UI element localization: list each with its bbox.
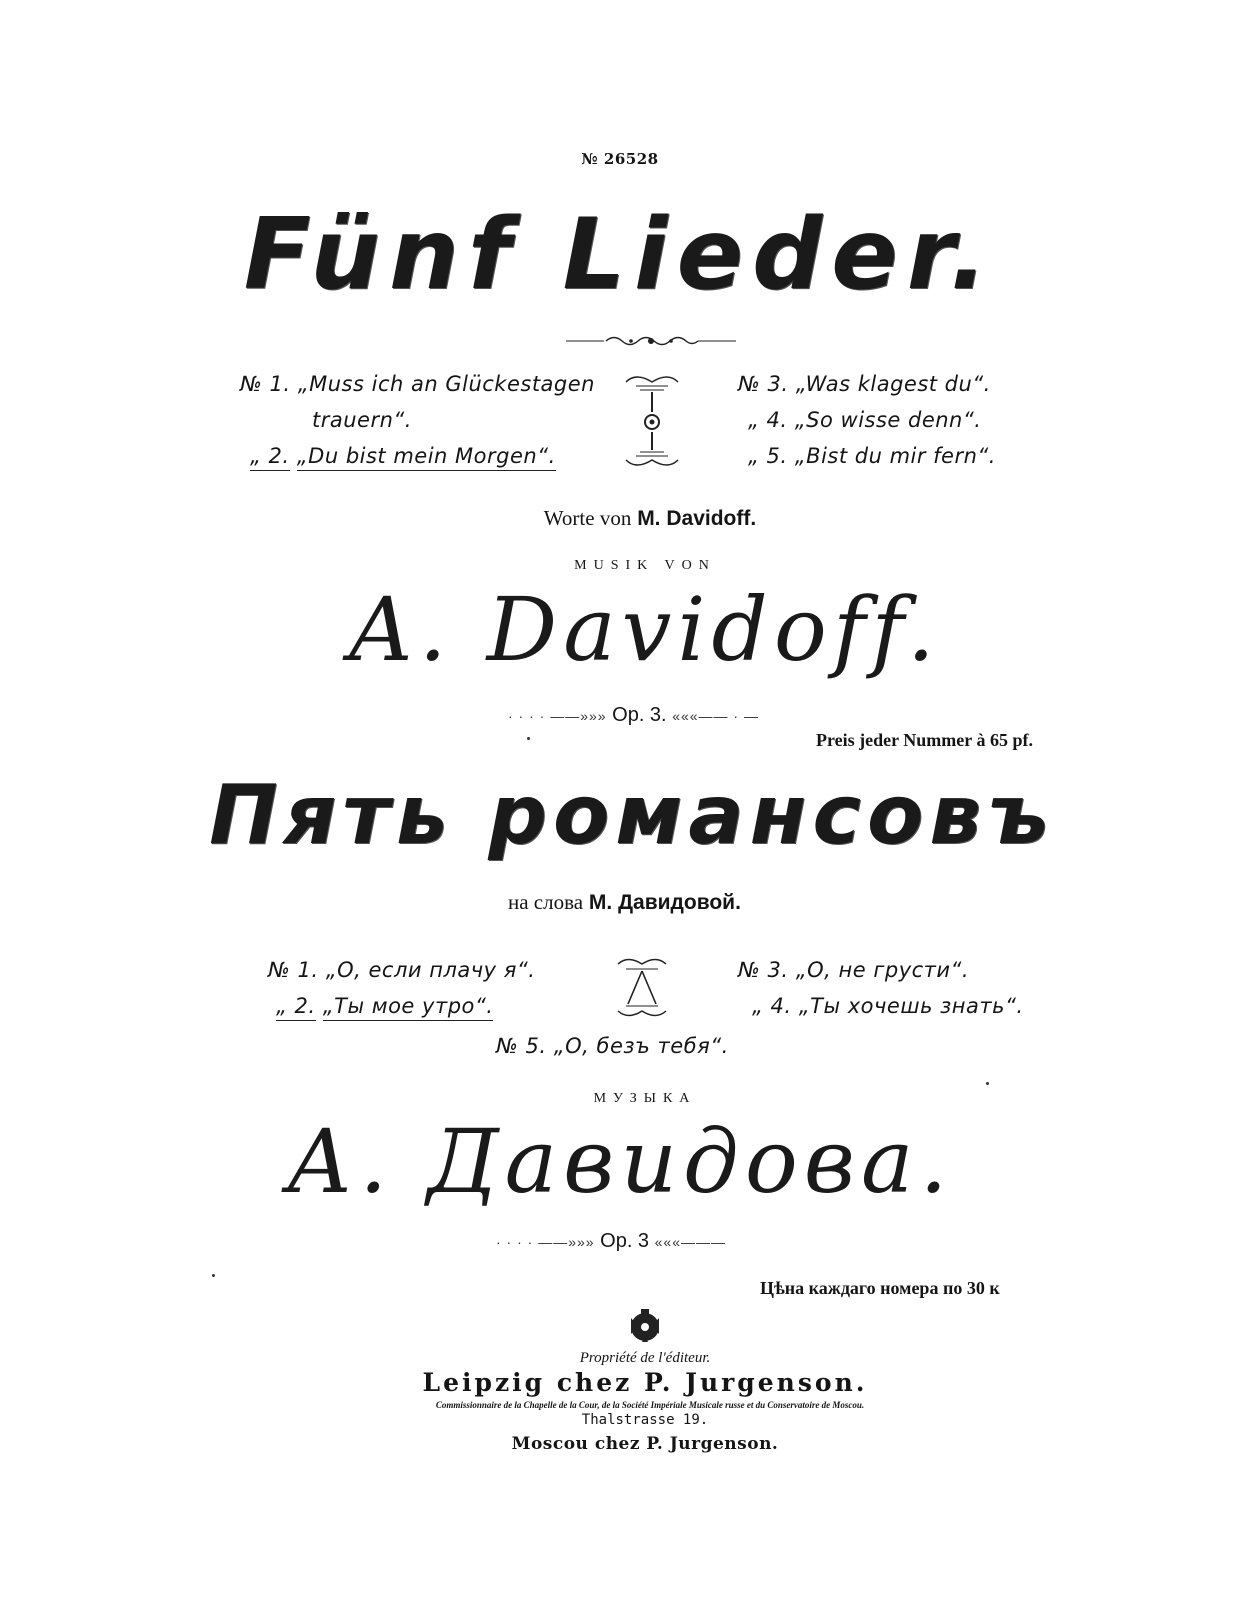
russian-music-label: МУЗЫКА <box>593 1091 697 1106</box>
opus-ru-right-ornament: «««——— <box>654 1234 726 1250</box>
opus-right-ornament: «««—— · — <box>672 708 759 724</box>
russian-title: Пять романсовъ <box>209 768 1055 863</box>
russian-lyricist-prefix: на слова <box>508 890 584 914</box>
de-song-5-number: „ 5. <box>748 444 788 468</box>
opus-latin <box>508 704 759 727</box>
de-song-3-title: „Was klagest du“. <box>795 372 991 396</box>
commission-note: Commissionnaire de la Chapelle de la Cour, de la Société Impériale Musicale russe et du Conservatoire de Moscou. <box>435 1400 865 1410</box>
ru-song-4 <box>752 994 1024 1018</box>
ownership-note: Propriété de l'éditeur. <box>579 1350 711 1366</box>
de-song-2 <box>250 444 556 468</box>
lyricist-name: M. Davidoff. <box>637 507 757 530</box>
street-address: Thalstrasse 19. <box>581 1412 709 1428</box>
publisher-moscow: Moscou chez P. Jurgenson. <box>511 1434 779 1454</box>
opus-cyrillic <box>496 1230 726 1253</box>
ru-song-1 <box>268 958 535 982</box>
de-song-4 <box>748 408 981 432</box>
composer-latin: A. Davidoff. <box>349 578 941 681</box>
de-song-1-title: „Muss ich an Glückestagen <box>297 372 595 396</box>
de-song-1-number: № 1. <box>240 372 291 396</box>
de-song-3 <box>738 372 991 396</box>
de-song-5-title: „Bist du mir fern“. <box>794 444 996 468</box>
ru-song-2-title: „Ты мое утро“. <box>323 994 494 1021</box>
publisher-leipzig: Leipzig chez P. Jurgenson. <box>422 1368 868 1397</box>
ornament-divider <box>566 330 736 352</box>
german-title: Fünf Lieder. <box>243 198 997 312</box>
opus-left-ornament: · · · · ——»»» <box>508 708 607 724</box>
scan-speck <box>986 1082 989 1085</box>
catalog-number: № 26528 <box>581 150 659 168</box>
scan-speck <box>527 737 530 740</box>
ru-song-3 <box>738 958 969 982</box>
price-russian: Цѣна каждаго номера по 30 к <box>760 1278 1000 1298</box>
central-ornament-small <box>614 956 670 1018</box>
de-song-2-number: „ 2. <box>250 444 290 471</box>
imperial-eagle-icon <box>626 1306 664 1344</box>
ru-song-2-number: „ 2. <box>276 994 316 1021</box>
central-ornament <box>622 372 682 470</box>
de-song-5 <box>748 444 996 468</box>
ru-song-4-number: „ 4. <box>752 994 792 1018</box>
russian-lyricist-line <box>508 890 741 915</box>
opus-ru-left-ornament: · · · · ——»»» <box>496 1234 595 1250</box>
ru-song-5-number: № 5. <box>496 1034 547 1058</box>
de-song-1 <box>240 372 595 396</box>
de-song-4-title: „So wisse denn“. <box>794 408 982 432</box>
price-german: Preis jeder Nummer à 65 pf. <box>816 730 1033 750</box>
music-by-label: MUSIK VON <box>574 558 716 573</box>
ru-song-1-number: № 1. <box>268 958 319 982</box>
composer-cyrillic: А. Давидова. <box>286 1110 954 1213</box>
ru-song-5-title: „О, безъ тебя“. <box>553 1034 729 1058</box>
de-song-1-continued: trauern“. <box>312 408 412 432</box>
ru-song-3-number: № 3. <box>738 958 789 982</box>
ru-song-3-title: „О, не грусти“. <box>795 958 970 982</box>
ru-song-5 <box>496 1034 729 1058</box>
de-song-4-number: „ 4. <box>748 408 788 432</box>
lyricist-line <box>0 506 1240 531</box>
opus-cyrillic-label: Op. 3 <box>600 1230 650 1252</box>
ru-song-4-title: „Ты хочешь знать“. <box>798 994 1024 1018</box>
de-song-3-number: № 3. <box>738 372 789 396</box>
lyricist-prefix: Worte von <box>543 506 632 530</box>
de-song-2-title: „Du bist mein Morgen“. <box>297 444 556 471</box>
ru-song-1-title: „О, если плачу я“. <box>325 958 536 982</box>
scan-speck <box>212 1274 215 1277</box>
ru-song-2 <box>276 994 493 1018</box>
opus-latin-label: Op. 3. <box>612 704 667 726</box>
russian-lyricist-name: М. Давидовой. <box>588 891 741 914</box>
